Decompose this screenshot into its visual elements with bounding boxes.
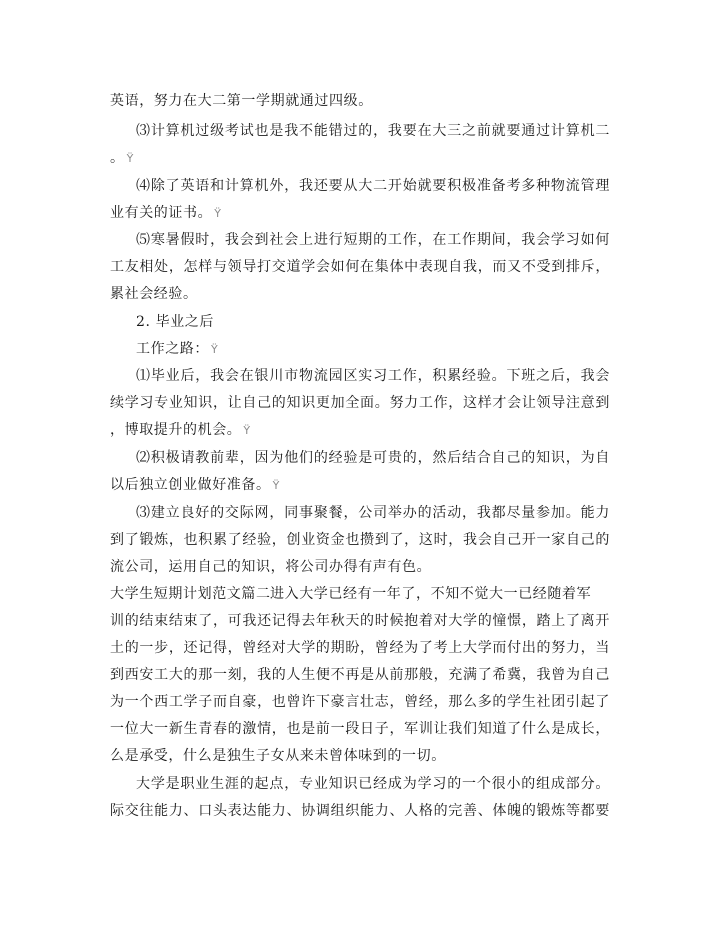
text-line: 工友相处，怎样与领导打交道学会如何在集体中表现自我，而又不受到排斥，	[110, 259, 610, 275]
text-line: 大学生短期计划范文篇二进入大学已经有一年了，不知不觉大一已经随着军	[110, 586, 592, 602]
text-line: 。 Ÿ	[110, 150, 134, 166]
paragraph-mark-icon: Ÿ	[243, 424, 251, 437]
article-title: 大学生短期计划范文篇二	[110, 586, 271, 602]
text-line: 训的结束结束了，可我还记得去年秋天的时候抱着对大学的憧憬，踏上了离开	[110, 613, 610, 629]
text-line: 么是承受，什么是独生子女从来未曾体味到的一切。	[110, 748, 446, 764]
text-line: ⑶计算机过级考试也是我不能错过的，我要在大三之前就要通过计算机二	[136, 123, 610, 139]
paragraph-mark-icon: Ÿ	[272, 479, 280, 492]
text-line: ⑴毕业后，我会在银川市物流园区实习工作，积累经验。下班之后，我会	[136, 368, 610, 384]
paragraph-mark-icon: Ÿ	[214, 207, 222, 220]
text-line: 流公司，运用自己的知识，将公司办得有声有色。	[110, 559, 432, 575]
text-line: 以后独立创业做好准备。 Ÿ	[110, 477, 280, 493]
text-line: ⑷除了英语和计算机外，我还要从大二开始就要积极准备考多种物流管理	[136, 178, 610, 194]
text-line: ，博取提升的机会。 Ÿ	[110, 422, 251, 438]
text-line: 土的一步，还记得，曾经对大学的期盼，曾经为了考上大学而付出的努力，当	[110, 640, 610, 656]
text-line: 续学习专业知识，让自己的知识更加全面。努力工作，这样才会让领导注意到	[110, 395, 610, 411]
text-line: 到了锻炼，也积累了经验，创业资金也攒到了，这时，我会自己开一家自己的	[110, 532, 610, 548]
paragraph-mark-icon: Ÿ	[126, 152, 134, 165]
text-line: ⑶建立良好的交际网，同事聚餐，公司举办的活动，我都尽量参加。能力	[136, 505, 610, 521]
text-line: 到西安工大的那一刻，我的人生便不再是从前那般，充满了希冀，我曾为自己	[110, 667, 610, 683]
text-line: ⑸寒暑假时，我会到社会上进行短期的工作，在工作期间，我会学习如何	[136, 232, 610, 248]
text-line: 英语，努力在大二第一学期就通过四级。	[110, 93, 373, 109]
section-heading: 2. 毕业之后	[136, 314, 215, 330]
text-line: 一位大一新生青春的激情，也是前一段日子，军训让我们知道了什么是成长，	[110, 721, 610, 737]
text-line: 为一个西工学子而自豪，也曾许下豪言壮志，曾经，那么多的学生社团引起了	[110, 694, 610, 710]
text-line: 累社会经验。	[110, 286, 198, 302]
text-line: 业有关的证书。 Ÿ	[110, 205, 222, 221]
text-line: ⑵积极请教前辈，因为他们的经验是可贵的，然后结合自己的知识，为自	[136, 450, 610, 466]
subheading: 工作之路： Ÿ	[136, 341, 219, 357]
text-line: 大学是职业生涯的起点，专业知识已经成为学习的一个很小的组成部分。	[136, 776, 610, 792]
text-line: 际交往能力、口头表达能力、协调组织能力、人格的完善、体魄的锻炼等都要	[110, 803, 610, 819]
paragraph-mark-icon: Ÿ	[211, 343, 219, 356]
